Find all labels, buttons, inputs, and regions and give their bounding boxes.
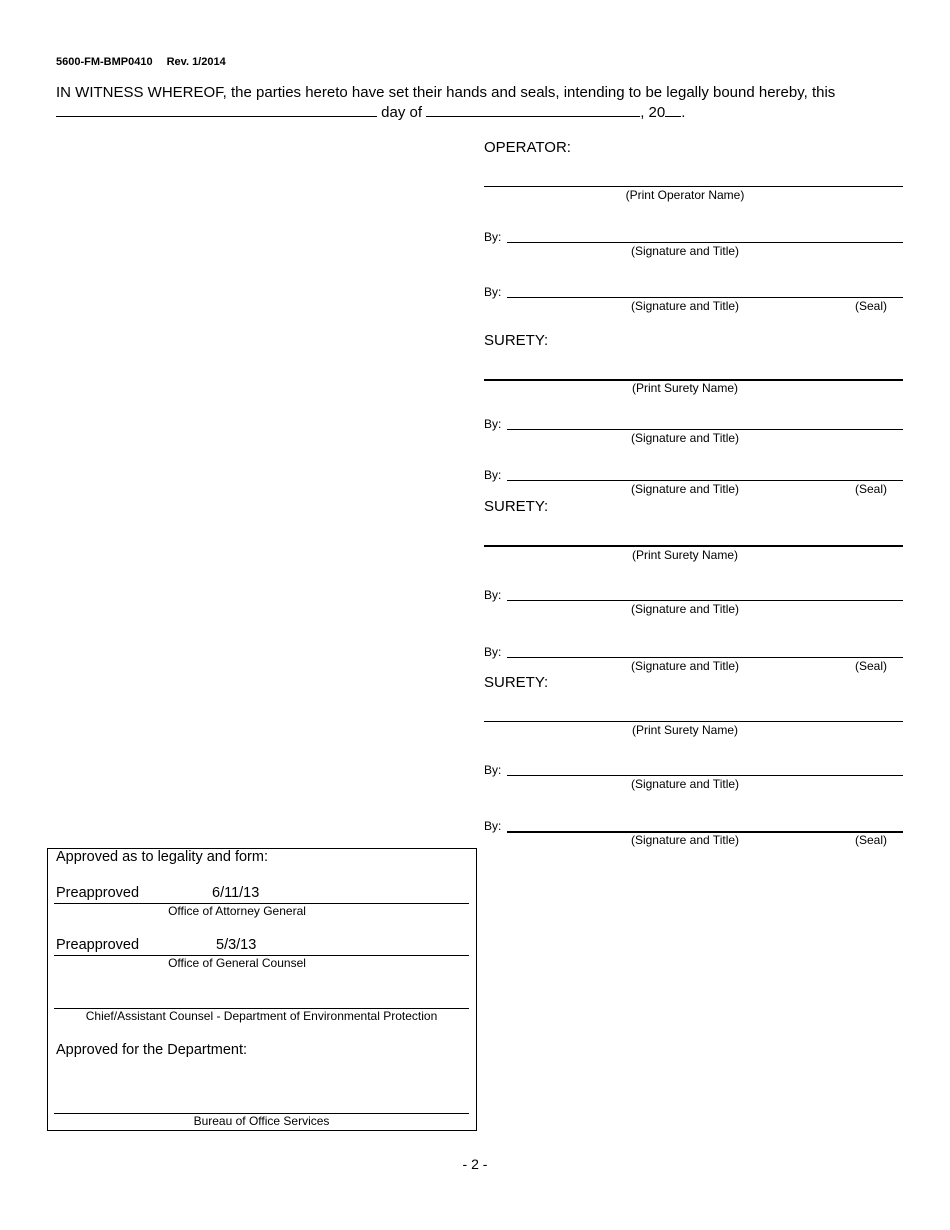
surety-3-signature-caption-1: (Signature and Title)	[630, 777, 740, 791]
surety-2-heading: SURETY:	[484, 498, 549, 515]
page-number: - 2 -	[462, 1156, 488, 1172]
operator-name-line[interactable]	[484, 186, 903, 187]
surety-2-name-caption: (Print Surety Name)	[631, 548, 739, 562]
form-revision: Rev. 1/2014	[166, 56, 226, 68]
approval-title: Approved as to legality and form:	[56, 849, 268, 865]
surety-1-signature-caption-2: (Signature and Title)	[630, 482, 740, 496]
surety-3-by-label-1: By:	[484, 763, 502, 777]
surety-3-heading: SURETY:	[484, 674, 549, 691]
operator-heading: OPERATOR:	[484, 139, 571, 156]
form-identifier	[56, 56, 226, 68]
operator-by-label-2: By:	[484, 285, 502, 299]
day-of-label: day of	[381, 104, 423, 121]
surety-1-by-label-1: By:	[484, 417, 502, 431]
operator-signature-caption-1: (Signature and Title)	[630, 244, 740, 258]
surety-1-signature-caption-1: (Signature and Title)	[630, 431, 740, 445]
surety-3-name-caption: (Print Surety Name)	[631, 723, 739, 737]
operator-seal: (Seal)	[855, 299, 888, 313]
surety-2-name-line[interactable]	[484, 545, 903, 547]
witness-end: .	[681, 104, 686, 121]
surety-2-signature-line-2[interactable]	[507, 657, 903, 658]
witness-clause: IN WITNESS WHEREOF, the parties hereto have set their hands and seals, intending to be legally bound hereby, this	[56, 84, 836, 101]
operator-name-caption: (Print Operator Name)	[625, 188, 745, 202]
surety-1-name-caption: (Print Surety Name)	[631, 381, 739, 395]
surety-1-signature-line-2[interactable]	[507, 480, 903, 481]
surety-3-signature-line-1[interactable]	[507, 775, 903, 776]
operator-signature-caption-2: (Signature and Title)	[630, 299, 740, 313]
operator-signature-line-1[interactable]	[507, 242, 903, 243]
surety-2-seal: (Seal)	[855, 659, 888, 673]
attorney-preapproved-label: Preapproved	[56, 885, 140, 901]
surety-1-heading: SURETY:	[484, 332, 549, 349]
operator-signature-line-2[interactable]	[507, 297, 903, 298]
month-blank[interactable]	[426, 102, 640, 117]
surety-2-by-label-1: By:	[484, 588, 502, 602]
bureau-caption: Bureau of Office Services	[193, 1114, 330, 1128]
form-id: 5600-FM-BMP0410	[56, 56, 153, 68]
attorney-preapproved-date: 6/11/13	[212, 885, 260, 901]
approval-box	[47, 848, 477, 1131]
surety-1-by-label-2: By:	[484, 468, 502, 482]
witness-clause-line2	[56, 102, 685, 122]
surety-2-by-label-2: By:	[484, 645, 502, 659]
year-prefix: , 20	[640, 104, 666, 121]
counsel-preapproved-date: 5/3/13	[216, 937, 257, 953]
surety-3-seal: (Seal)	[855, 833, 888, 847]
department-approval-label: Approved for the Department:	[56, 1042, 248, 1058]
surety-2-signature-line-1[interactable]	[507, 600, 903, 601]
counsel-office-caption: Office of General Counsel	[168, 956, 306, 970]
operator-by-label-1: By:	[484, 230, 502, 244]
day-blank[interactable]	[56, 102, 377, 117]
year-blank[interactable]	[665, 102, 681, 117]
chief-counsel-caption: Chief/Assistant Counsel - Department of Environmental Protection	[85, 1009, 438, 1023]
surety-3-name-line[interactable]	[484, 721, 903, 722]
surety-2-signature-caption-2: (Signature and Title)	[630, 659, 740, 673]
surety-3-by-label-2: By:	[484, 819, 502, 833]
attorney-office-caption: Office of Attorney General	[168, 904, 306, 918]
surety-2-signature-caption-1: (Signature and Title)	[630, 602, 740, 616]
surety-1-seal: (Seal)	[855, 482, 888, 496]
counsel-preapproved-label: Preapproved	[56, 937, 140, 953]
surety-1-signature-line-1[interactable]	[507, 429, 903, 430]
surety-3-signature-caption-2: (Signature and Title)	[630, 833, 740, 847]
